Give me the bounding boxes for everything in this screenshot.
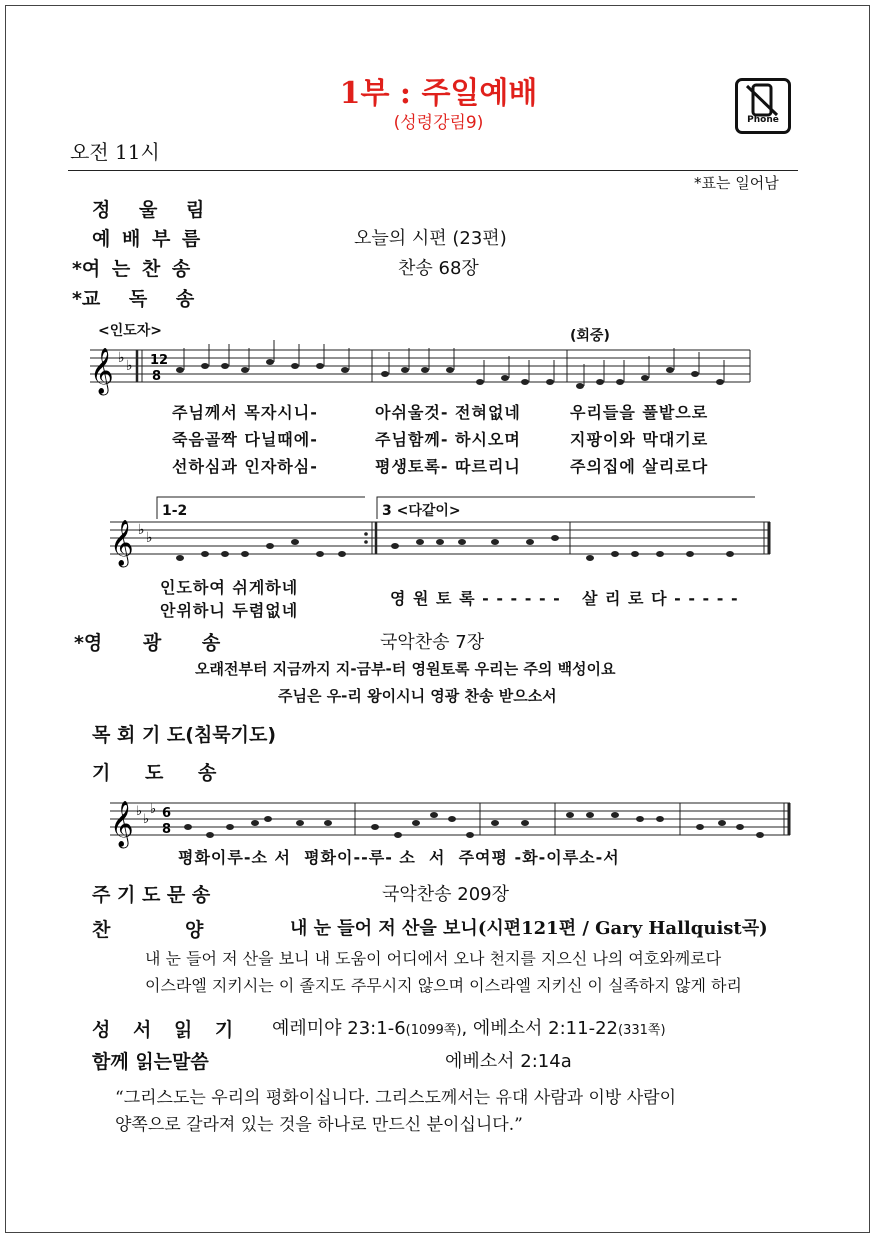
lyrics-3-1: 선하심과 인자하심-: [172, 457, 318, 476]
ending-1-label: 1-2: [162, 503, 188, 519]
scripture-quote-2: 양쪽으로 갈라져 있는 것을 하나로 만드신 분이십니다.”: [115, 1115, 523, 1135]
svg-text:8: 8: [152, 369, 162, 384]
item-responsive-reading: *교 독 송: [72, 288, 195, 310]
svg-text:𝄞: 𝄞: [110, 520, 134, 566]
anthem-line-1: 내 눈 들어 저 산을 보니 내 도움이 어디에서 오나 천지를 지으신 나의 여호와께로다: [145, 949, 722, 968]
svg-text:♭: ♭: [126, 358, 133, 374]
item-lords-prayer-value: 국악찬송 209장: [382, 884, 510, 905]
stand-note: *표는 일어남: [694, 174, 779, 192]
svg-text:♭: ♭: [150, 802, 157, 817]
gloria-line-1: 오래전부터 지금까지 지-금부-터 영원토록 우리는 주의 백성이요: [195, 660, 616, 678]
scripture-reading-value: [272, 1014, 666, 1040]
scripture-quote-1: “그리스도는 우리의 평화이십니다. 그리스도께서는 유대 사람과 이방 사람이: [115, 1088, 677, 1108]
lyrics-1-2: 아쉬울것- 전혀없네: [375, 403, 521, 422]
divider: [68, 170, 798, 171]
svg-text:𝄞: 𝄞: [90, 348, 114, 394]
music-staff-1: [80, 340, 760, 400]
page-title: 1부 : 주일예배: [339, 76, 538, 111]
item-together-reading: 함께 읽는말씀: [92, 1051, 209, 1073]
item-prayer-song: 기 도 송: [92, 762, 217, 784]
item-anthem: 찬 양: [92, 919, 204, 941]
lyrics-a-2: 안위하니 두렴없네: [160, 601, 299, 620]
congregation-label: (회중): [570, 328, 610, 344]
together-reading-value: 에베소서 2:14a: [445, 1051, 572, 1072]
lyrics-2-2: 주님함께- 하시오며: [375, 430, 521, 449]
phone-label: Phone: [747, 115, 779, 125]
gloria-line-2: 주님은 우-리 왕이시니 영광 찬송 받으소서: [278, 687, 557, 705]
music-staff-3: [100, 795, 800, 850]
page-subtitle: (성령강림9): [393, 113, 484, 133]
item-call-value: 오늘의 시편 (23편): [354, 228, 507, 249]
reading-page-1: (1099쪽): [405, 1023, 462, 1038]
lyrics-b: 영 원 토 록 - - - - - -: [390, 589, 561, 608]
no-phone-icon: [735, 78, 791, 134]
item-gloria: *영 광 송: [74, 632, 221, 654]
anthem-line-2: 이스라엘 지키시는 이 졸지도 주무시지 않으며 이스라엘 지키신 이 실족하지 않게 하리: [145, 976, 742, 995]
item-call-to-worship: 예 배 부 름: [92, 228, 201, 250]
leader-label: <인도자>: [98, 323, 163, 339]
reading-2: , 에베소서 2:11-22: [461, 1018, 618, 1039]
lyrics-1-3: 우리들을 풀밭으로: [570, 403, 709, 422]
item-jeongul: 정 울 림: [92, 199, 205, 221]
ending-2-label: 3 <다같이>: [382, 503, 461, 519]
lyrics-c: 살 리 로 다 - - - - -: [582, 589, 739, 608]
lyrics-1-1: 주님께서 목자시니-: [172, 403, 318, 422]
lyrics-2-3: 지팡이와 막대기로: [570, 430, 709, 449]
lyrics-2-1: 죽음골짝 다닐때에-: [172, 430, 318, 449]
anthem-title: 내 눈 들어 저 산을 보니(시편121편 / Gary Hallquist곡): [290, 918, 768, 939]
svg-text:♭: ♭: [136, 804, 143, 819]
svg-text:6: 6: [162, 806, 172, 821]
reading-1: 예레미야 23:1-6: [272, 1018, 406, 1039]
svg-text:♭: ♭: [138, 522, 145, 538]
music-staff-2: [100, 512, 780, 572]
item-silent-prayer: 목 회 기 도(침묵기도): [92, 724, 277, 746]
item-lords-prayer: 주 기 도 문 송: [92, 884, 211, 906]
item-opening-hymn-value: 찬송 68장: [398, 258, 479, 279]
svg-text:12: 12: [150, 353, 169, 368]
svg-text:♭: ♭: [143, 812, 150, 827]
lyrics-a-1: 인도하여 쉬게하네: [160, 578, 299, 597]
lyrics-3-3: 주의집에 살리로다: [570, 457, 709, 476]
svg-text:𝄞: 𝄞: [110, 801, 134, 847]
reading-page-2: (331쪽): [618, 1023, 666, 1038]
svg-text:♭: ♭: [146, 530, 153, 546]
item-gloria-value: 국악찬송 7장: [380, 632, 485, 653]
prayer-song-lyrics: 평화이루-소 서 평화이--루- 소 서 주여평 -화-이루소-서: [178, 848, 620, 867]
item-scripture-reading: 성 서 읽 기: [92, 1019, 234, 1041]
item-opening-hymn: *여 는 찬 송: [72, 258, 191, 280]
service-time: 오전 11시: [70, 140, 160, 164]
svg-text:♭: ♭: [118, 350, 125, 366]
svg-text:8: 8: [162, 822, 172, 837]
lyrics-3-2: 평생토록- 따르리니: [375, 457, 521, 476]
